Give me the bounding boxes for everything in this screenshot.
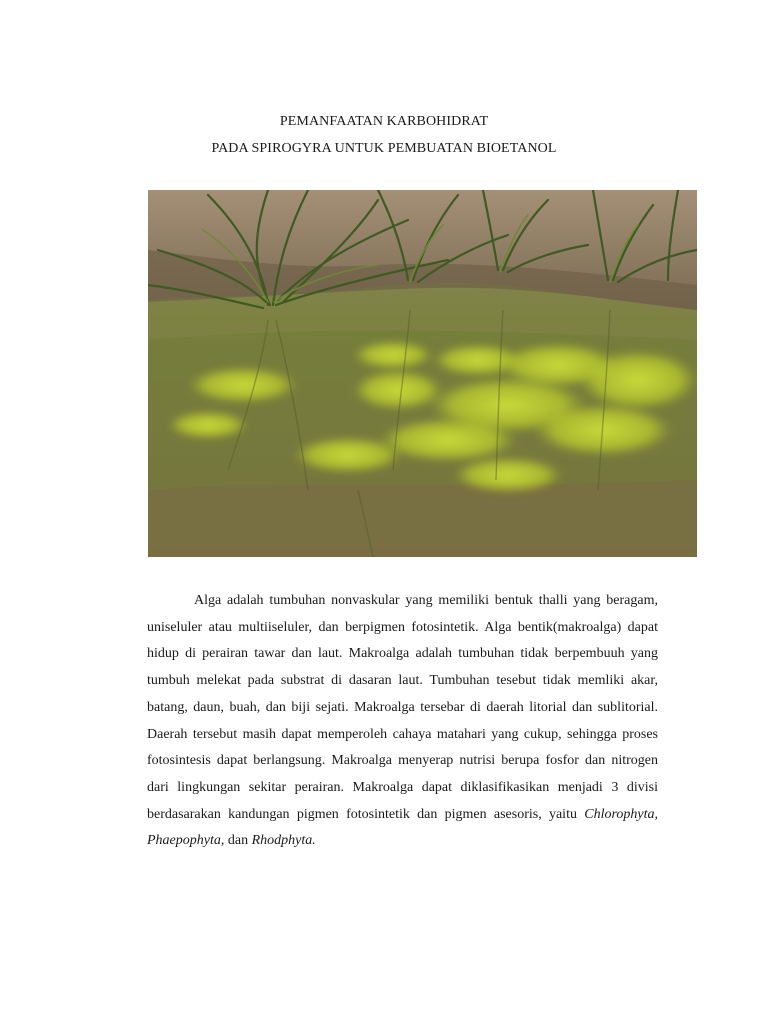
title-line-1: PEMANFAATAN KARBOHIDRAT: [279, 114, 489, 129]
taxon-rhodophyta: Rhodphyta.: [251, 833, 316, 849]
taxon-phaeophyta: Phaepophyta,: [147, 833, 225, 849]
title-line-2: PADA SPIROGYRA UNTUK PEMBUATAN BIOETANOL: [211, 141, 557, 156]
taxon-chlorophyta: Chlorophyta,: [584, 806, 659, 822]
document-title: [0, 108, 768, 162]
taxon-conjunction: dan: [227, 833, 249, 849]
paragraph-main: Alga adalah tumbuhan nonvaskular yang memiliki bentuk thalli yang beragam, uniseluler atau multiiseluler, dan berpigmen fotosintetik. Alga bentik(makroalga) dapat hidup di perairan tawar dan laut. Makroalga adalah tumbuhan tidak berpembuuh yang tumbuh melekat pada substrat di dasaran laut. Tumbuhan tesebut tidak memliki akar, batang, daun, buah, dan biji sejati. Makroalga tersebar di daerah litorial dan sublitorial. Daerah tersebut masih dapat memperoleh cahaya matahari yang cukup, sehingga proses fotosintesis dapat berlangsung. Makroalga menyerap nutrisi berupa fosfor dan nitrogen dari lingkungan sekitar perairan. Makroalga dapat diklasifikasikan menjadi 3 divisi berdasarakan kandungan pigmen fotosintetik dan pigmen asesoris, yaitu: [147, 593, 658, 822]
body-paragraph: [147, 588, 658, 855]
pond-algae-photo: [148, 190, 697, 557]
photo-illustration: [148, 190, 697, 557]
paragraph-text: [147, 588, 658, 855]
